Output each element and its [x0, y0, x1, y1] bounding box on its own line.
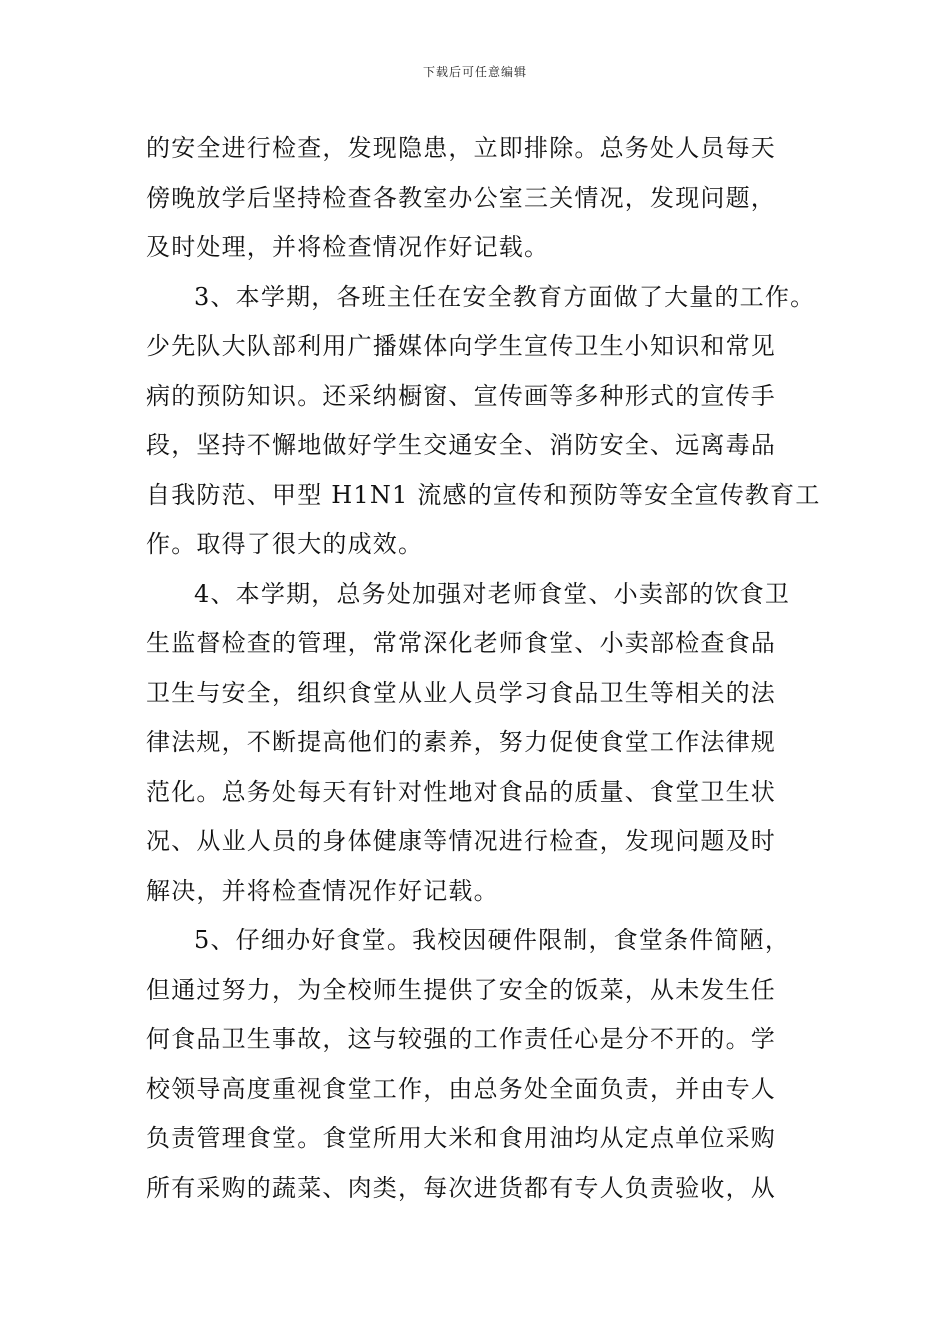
text-line: 的安全进行检查，发现隐患，立即排除。总务处人员每天 — [146, 134, 776, 162]
paragraph-2 — [146, 273, 821, 570]
text-line-first: 3、本学期，各班主任在安全教育方面做了大量的工作。 — [194, 282, 816, 311]
paragraph-4 — [146, 916, 812, 1213]
text-line: 解决，并将检查情况作好记载。 — [146, 876, 499, 905]
text-line: 何食品卫生事故，这与较强的工作责任心是分不开的。学 — [146, 1025, 776, 1053]
paragraph-1 — [146, 124, 812, 273]
text-line: 负责管理食堂。食堂所用大米和食用油均从定点单位采购 — [146, 1124, 776, 1152]
text-line: 及时处理，并将检查情况作好记载。 — [146, 233, 550, 261]
text-line: 律法规，不断提高他们的素养，努力促使食堂工作法律规 — [146, 728, 776, 756]
text-line: 范化。总务处每天有针对性地对食品的质量、食堂卫生状 — [146, 777, 776, 806]
text-line: 卫生与安全，组织食堂从业人员学习食品卫生等相关的法 — [146, 678, 776, 707]
text-line: 生监督检查的管理，常常深化老师食堂、小卖部检查食品 — [146, 629, 776, 657]
text-line: 段，坚持不懈地做好学生交通安全、消防安全、远离毒品 — [146, 431, 776, 459]
text-line: 病的预防知识。还采纳橱窗、宣传画等多种形式的宣传手 — [146, 381, 776, 410]
document-body — [146, 124, 821, 1213]
text-line: 况、从业人员的身体健康等情况进行检查，发现问题及时 — [146, 827, 776, 855]
text-line: 校领导高度重视食堂工作，由总务处全面负责，并由专人 — [146, 1074, 776, 1103]
text-line-first: 4、本学期，总务处加强对老师食堂、小卖部的饮食卫 — [194, 579, 791, 608]
paragraph-3 — [146, 570, 812, 917]
text-line: 但通过努力，为全校师生提供了安全的饭菜，从未发生任 — [146, 975, 776, 1004]
text-line: 少先队大队部利用广播媒体向学生宣传卫生小知识和常见 — [146, 332, 776, 360]
text-line-first: 5、仔细办好食堂。我校因硬件限制，食堂条件简陋， — [194, 926, 791, 954]
text-line: 所有采购的蔬菜、肉类，每次进货都有专人负责验收，从 — [146, 1173, 776, 1202]
text-line: 作。取得了很大的成效。 — [146, 530, 424, 558]
page-header: 下载后可任意编辑 — [422, 65, 527, 79]
text-line: 自我防范、甲型 H1N1 流感的宣传和预防等安全宣传教育工 — [146, 480, 821, 509]
text-line: 傍晚放学后坚持检查各教室办公室三关情况，发现问题， — [146, 183, 776, 212]
